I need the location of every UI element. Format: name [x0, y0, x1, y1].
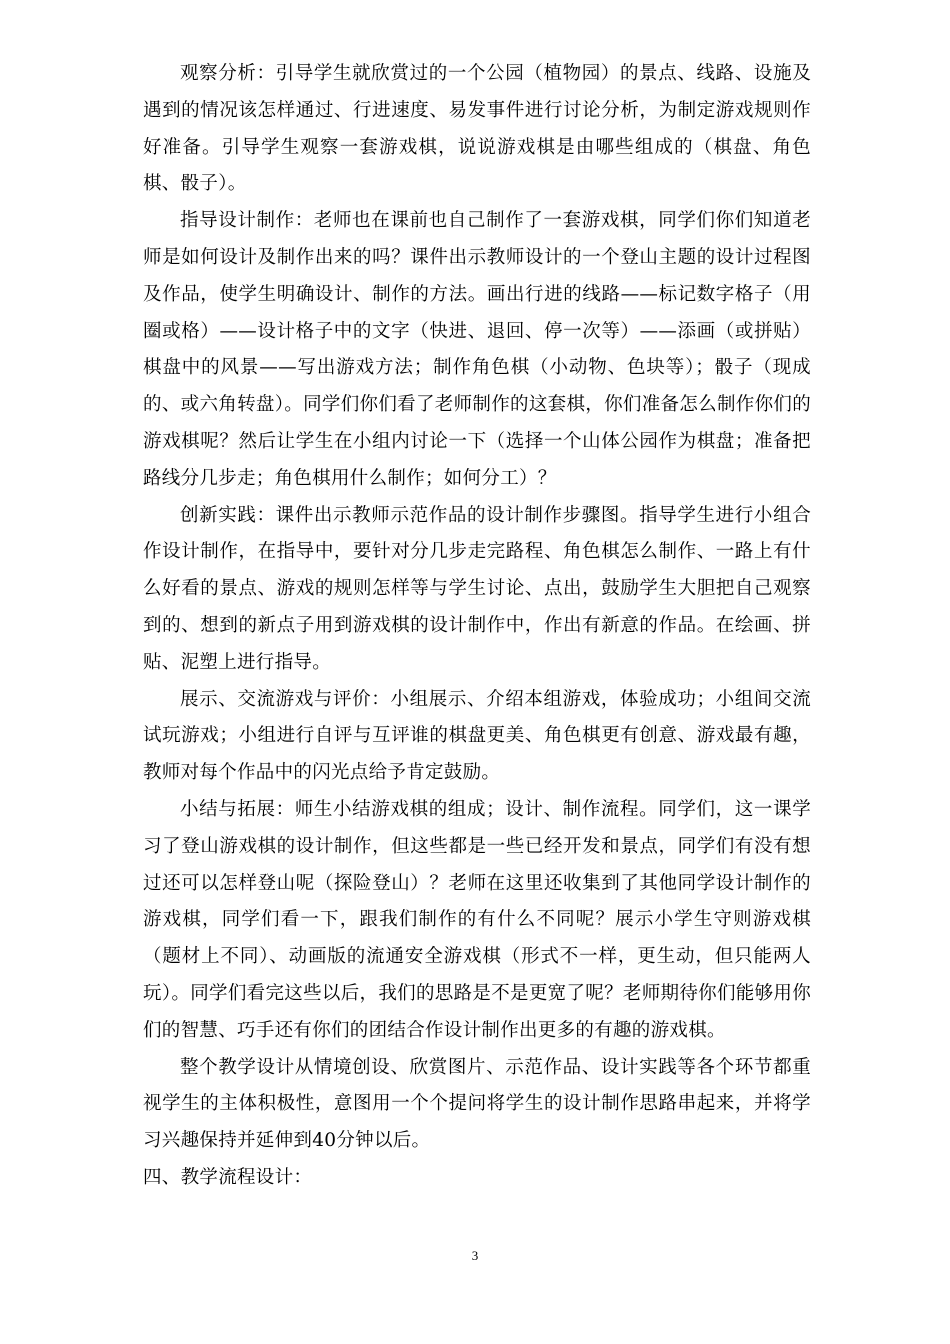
document-body	[143, 56, 811, 1197]
paragraph-summary-extension: 小结与拓展：师生小结游戏棋的组成；设计、制作流程。同学们，这一课学习了登山游戏棋的设计制作，但这些都是一些已经开发和景点，同学们有没有想过还可以怎样登山呢（探险登山）？老师在这里还收集到了其他同学设计制作的游戏棋，同学们看一下，跟我们制作的有什么不同呢？展示小学生守则游戏棋（题材上不同）、动画版的流通安全游戏棋（形式不一样，更生动，但只能两人玩）。同学们看完这些以后，我们的思路是不是更宽了呢？老师期待你们能够用你们的智慧、巧手还有你们的团结合作设计制作出更多的有趣的游戏棋。	[143, 798, 811, 1041]
paragraph-overall-design: 整个教学设计从情境创设、欣赏图片、示范作品、设计实践等各个环节都重视学生的主体积极性，意图用一个个提问将学生的设计制作思路串起来，并将学习兴趣保持并延伸到40分钟以后。	[143, 1056, 811, 1152]
page-number: 3	[471, 1248, 479, 1263]
paragraph-innovative-practice: 创新实践：课件出示教师示范作品的设计制作步骤图。指导学生进行小组合作设计制作，在指导中，要针对分几步走完路程、角色棋怎么制作、一路上有什么好看的景点、游戏的规则怎样等与学生讨论、点出，鼓励学生大胆把自己观察到的、想到的新点子用到游戏棋的设计制作中，作出有新意的作品。在绘画、拼贴、泥塑上进行指导。	[143, 504, 811, 673]
paragraph-display-evaluation: 展示、交流游戏与评价：小组展示、介绍本组游戏，体验成功；小组间交流试玩游戏；小组进行自评与互评谁的棋盘更美、角色棋更有创意、游戏最有趣，教师对每个作品中的闪光点给予肯定鼓励。	[143, 688, 811, 784]
paragraph-observation-analysis: 观察分析：引导学生就欣赏过的一个公园（植物园）的景点、线路、设施及遇到的情况该怎样通过、行进速度、易发事件进行讨论分析，为制定游戏规则作好准备。引导学生观察一套游戏棋，说说游戏棋是由哪些组成的（棋盘、角色棋、骰子）。	[143, 63, 811, 195]
section-heading: 四、教学流程设计：	[143, 1166, 313, 1188]
paragraph-design-guidance: 指导设计制作：老师也在课前也自己制作了一套游戏棋，同学们你们知道老师是如何设计及制作出来的吗？课件出示教师设计的一个登山主题的设计过程图及作品，使学生明确设计、制作的方法。画出行进的线路——标记数字格子（用圈或格）——设计格子中的文字（快进、退回、停一次等）——添画（或拼贴）棋盘中的风景——写出游戏方法；制作角色棋（小动物、色块等）；骰子（现成的、或六角转盘）。同学们你们看了老师制作的这套棋，你们准备怎么制作你们的游戏棋呢？然后让学生在小组内讨论一下（选择一个山体公园作为棋盘；准备把路线分几步走；角色棋用什么制作；如何分工）？	[143, 210, 811, 489]
